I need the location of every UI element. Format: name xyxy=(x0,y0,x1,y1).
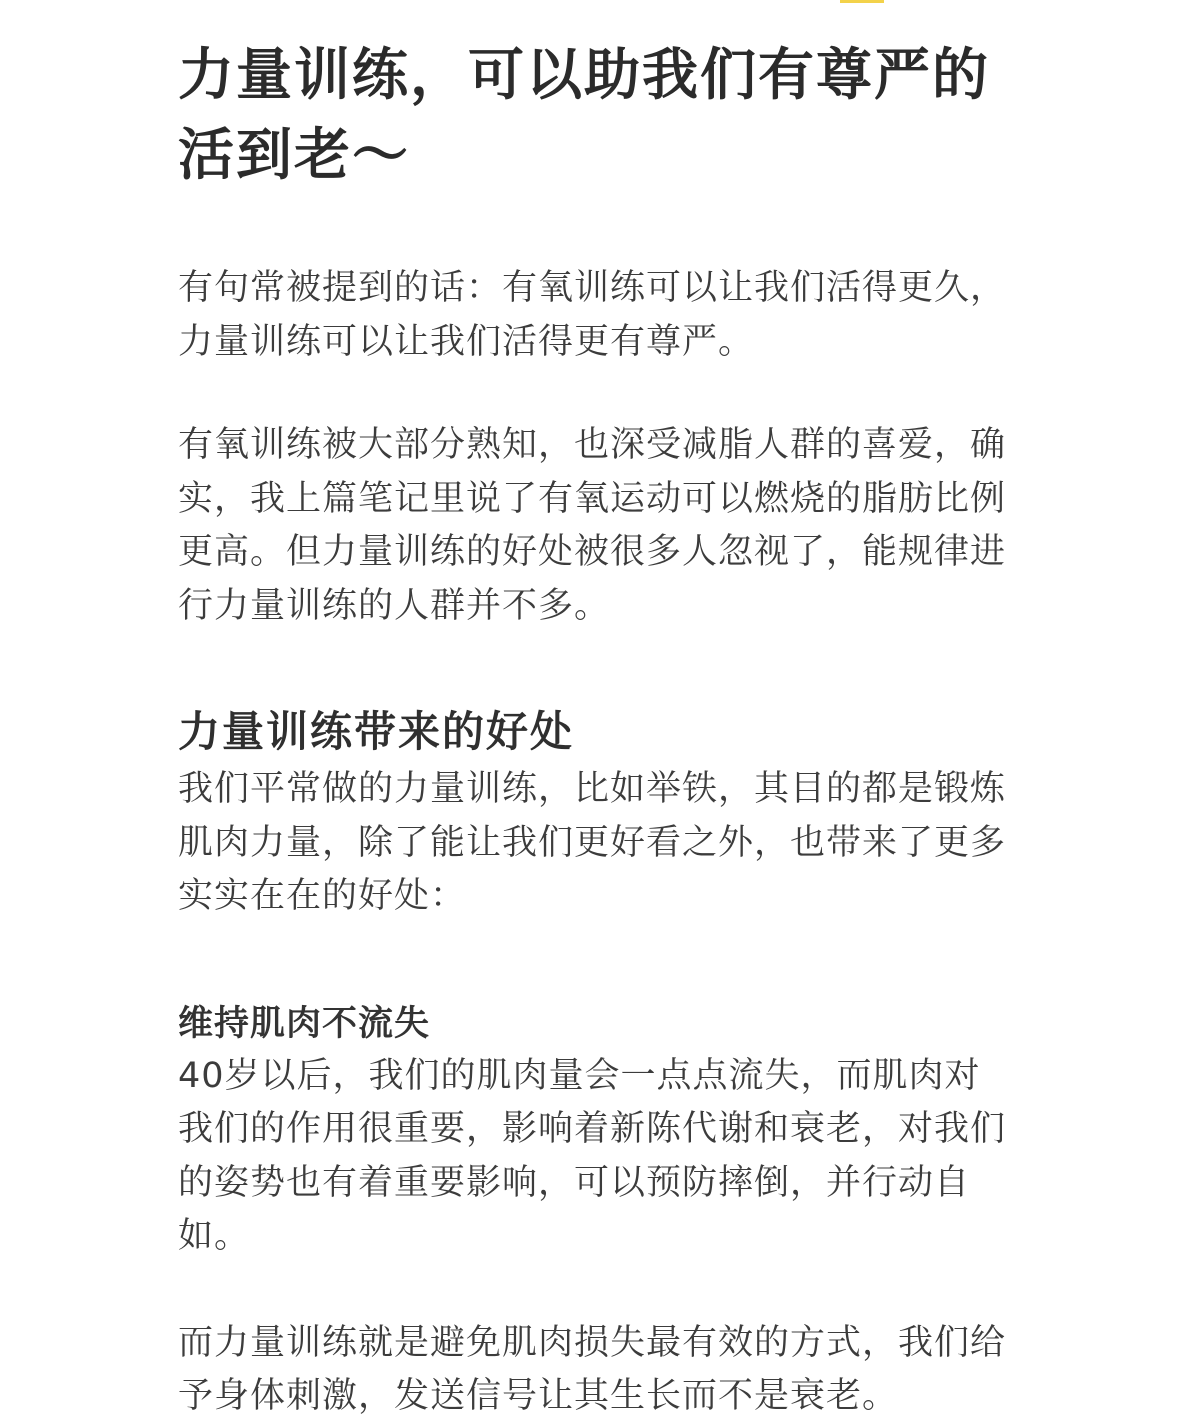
muscle-paragraph: 40岁以后，我们的肌肉量会一点点流失，而肌肉对我们的作用很重要，影响着新陈代谢和衰老，对我们的姿势也有着重要影响，可以预防摔倒，并行动自如。 xyxy=(178,1055,1007,1256)
section-heading-benefits: 力量训练带来的好处 xyxy=(178,707,575,756)
top-accent-bar xyxy=(840,0,884,3)
article-body xyxy=(178,36,1008,1424)
aerobic-paragraph: 有氧训练被大部分熟知，也深受减脂人群的喜爱，确实，我上篇笔记里说了有氧运动可以燃烧的脂肪比例更高。但力量训练的好处被很多人忽视了，能规律进行力量训练的人群并不多。 xyxy=(178,425,1007,626)
intro-paragraph: 有句常被提到的话：有氧训练可以让我们活得更久，力量训练可以让我们活得更有尊严。 xyxy=(178,268,1007,362)
strength-paragraph: 而力量训练就是避免肌肉损失最有效的方式，我们给予身体刺激，发送信号让其生长而不是衰老。 xyxy=(178,1322,1007,1416)
benefits-paragraph: 我们平常做的力量训练，比如举铁，其目的都是锻炼肌肉力量，除了能让我们更好看之外，也带来了更多实实在在的好处： xyxy=(178,769,1007,916)
article-title: 力量训练，可以助我们有尊严的活到老～ xyxy=(178,43,990,188)
subheading-muscle: 维持肌肉不流失 xyxy=(178,1003,431,1044)
